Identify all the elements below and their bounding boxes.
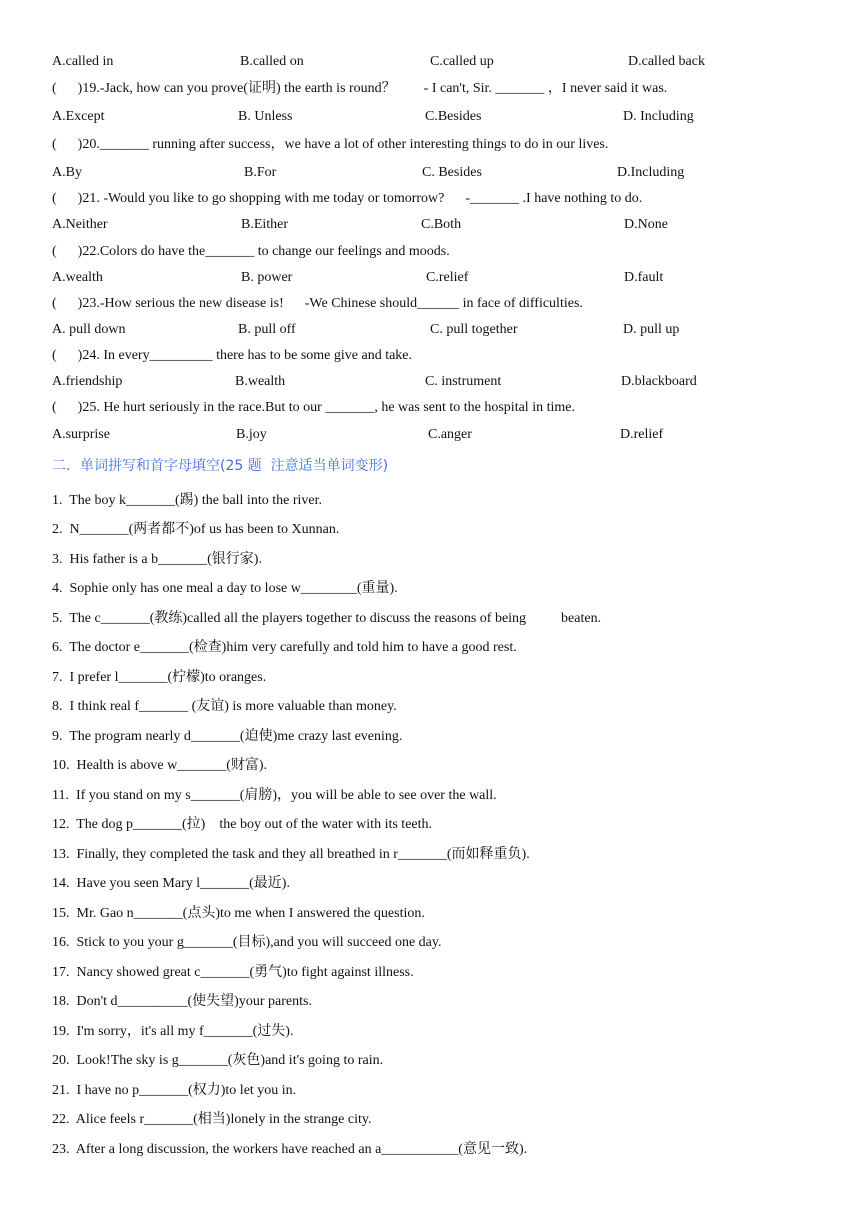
q22-option-d: D.fault xyxy=(624,270,664,285)
q22-option-b: B. power xyxy=(241,270,293,285)
fill-item-16: 16. Stick to you your g_______(目标),and you will succeed one day. xyxy=(52,935,442,950)
q24-option-d: D.blackboard xyxy=(621,374,697,389)
fill-item-21: 21. I have no p_______(权力)to let you in. xyxy=(52,1083,297,1098)
question-19: ( )19.-Jack, how can you prove(证明) the earth is round？ - I can't, Sir. _______ ，I never said it was. xyxy=(52,81,668,96)
q20-option-c: C. Besides xyxy=(422,165,482,180)
q20-option-b: B.For xyxy=(244,165,277,180)
fill-item-5: 5. The c_______(教练)called all the players together to discuss the reasons of being beaten. xyxy=(52,611,602,626)
question-22: ( )22.Colors do have the_______ to change our feelings and moods. xyxy=(52,244,450,259)
q19-option-c: C.Besides xyxy=(425,109,482,124)
q20-option-d: D.Including xyxy=(617,165,685,180)
question-20: ( )20._______ running after success，we have a lot of other interesting things to do in our lives. xyxy=(52,137,609,152)
fill-item-3: 3. His father is a b_______(银行家). xyxy=(52,552,262,567)
fill-item-6: 6. The doctor e_______(检查)him very carefully and told him to have a good rest. xyxy=(52,640,517,655)
fill-item-22: 22. Alice feels r_______(相当)lonely in the strange city. xyxy=(52,1112,372,1127)
section-heading: 二．单词拼写和首字母填空(25 题 注意适当单词变形) xyxy=(52,458,389,474)
fill-item-9: 9. The program nearly d_______(迫使)me crazy last evening. xyxy=(52,729,403,744)
q20-option-a: A.By xyxy=(52,165,82,180)
q24-option-b: B.wealth xyxy=(235,374,286,389)
fill-item-2: 2. N_______(两者都不)of us has been to Xunnan. xyxy=(52,522,340,537)
q21-option-c: C.Both xyxy=(421,217,462,232)
q23-option-c: C. pull together xyxy=(430,322,518,337)
q25-option-a: A.surprise xyxy=(52,427,110,442)
q21-option-b: B.Either xyxy=(241,217,289,232)
fill-item-13: 13. Finally, they completed the task and they all breathed in r_______(而如释重负). xyxy=(52,847,530,862)
fill-item-15: 15. Mr. Gao n_______(点头)to me when I answered the question. xyxy=(52,906,425,921)
fill-item-14: 14. Have you seen Mary l_______(最近). xyxy=(52,876,290,891)
q18-option-b: B.called on xyxy=(240,54,304,69)
fill-item-23: 23. After a long discussion, the workers have reached an a___________(意见一致). xyxy=(52,1142,528,1157)
fill-item-7: 7. I prefer l_______(柠檬)to oranges. xyxy=(52,670,267,685)
fill-item-1: 1. The boy k_______(踢) the ball into the river. xyxy=(52,493,322,508)
q22-option-a: A.wealth xyxy=(52,270,103,285)
q18-option-d: D.called back xyxy=(628,54,705,69)
fill-item-20: 20. Look!The sky is g_______(灰色)and it's going to rain. xyxy=(52,1053,384,1068)
q21-option-d: D.None xyxy=(624,217,668,232)
q24-option-c: C. instrument xyxy=(425,374,502,389)
q25-option-c: C.anger xyxy=(428,427,472,442)
q22-option-c: C.relief xyxy=(426,270,469,285)
q23-option-d: D. pull up xyxy=(623,322,680,337)
q19-option-b: B. Unless xyxy=(238,109,293,124)
fill-item-12: 12. The dog p_______(拉) the boy out of the water with its teeth. xyxy=(52,817,433,832)
q19-option-d: D. Including xyxy=(623,109,694,124)
q18-option-c: C.called up xyxy=(430,54,494,69)
question-21: ( )21. -Would you like to go shopping with me today or tomorrow? -_______ .I have nothing to do. xyxy=(52,191,643,206)
question-23: ( )23.-How serious the new disease is! -We Chinese should______ in face of difficulties. xyxy=(52,296,583,311)
q23-option-b: B. pull off xyxy=(238,322,296,337)
q23-option-a: A. pull down xyxy=(52,322,126,337)
fill-item-11: 11. If you stand on my s_______(肩膀)，you will be able to see over the wall. xyxy=(52,788,497,803)
q19-option-a: A.Except xyxy=(52,109,105,124)
question-24: ( )24. In every_________ there has to be some give and take. xyxy=(52,348,413,363)
q25-option-b: B.joy xyxy=(236,427,267,442)
fill-item-4: 4. Sophie only has one meal a day to lose w________(重量). xyxy=(52,581,398,596)
q21-option-a: A.Neither xyxy=(52,217,108,232)
question-25: ( )25. He hurt seriously in the race.But to our _______, he was sent to the hospital in time. xyxy=(52,400,575,415)
fill-item-10: 10. Health is above w_______(财富). xyxy=(52,758,268,773)
fill-item-18: 18. Don't d__________(使失望)your parents. xyxy=(52,994,312,1009)
fill-item-17: 17. Nancy showed great c_______(勇气)to fight against illness. xyxy=(52,965,414,980)
fill-item-8: 8. I think real f_______ (友谊) is more valuable than money. xyxy=(52,699,397,714)
q25-option-d: D.relief xyxy=(620,427,664,442)
q24-option-a: A.friendship xyxy=(52,374,123,389)
fill-item-19: 19. I'm sorry，it's all my f_______(过失). xyxy=(52,1024,294,1039)
q18-option-a: A.called in xyxy=(52,54,114,69)
